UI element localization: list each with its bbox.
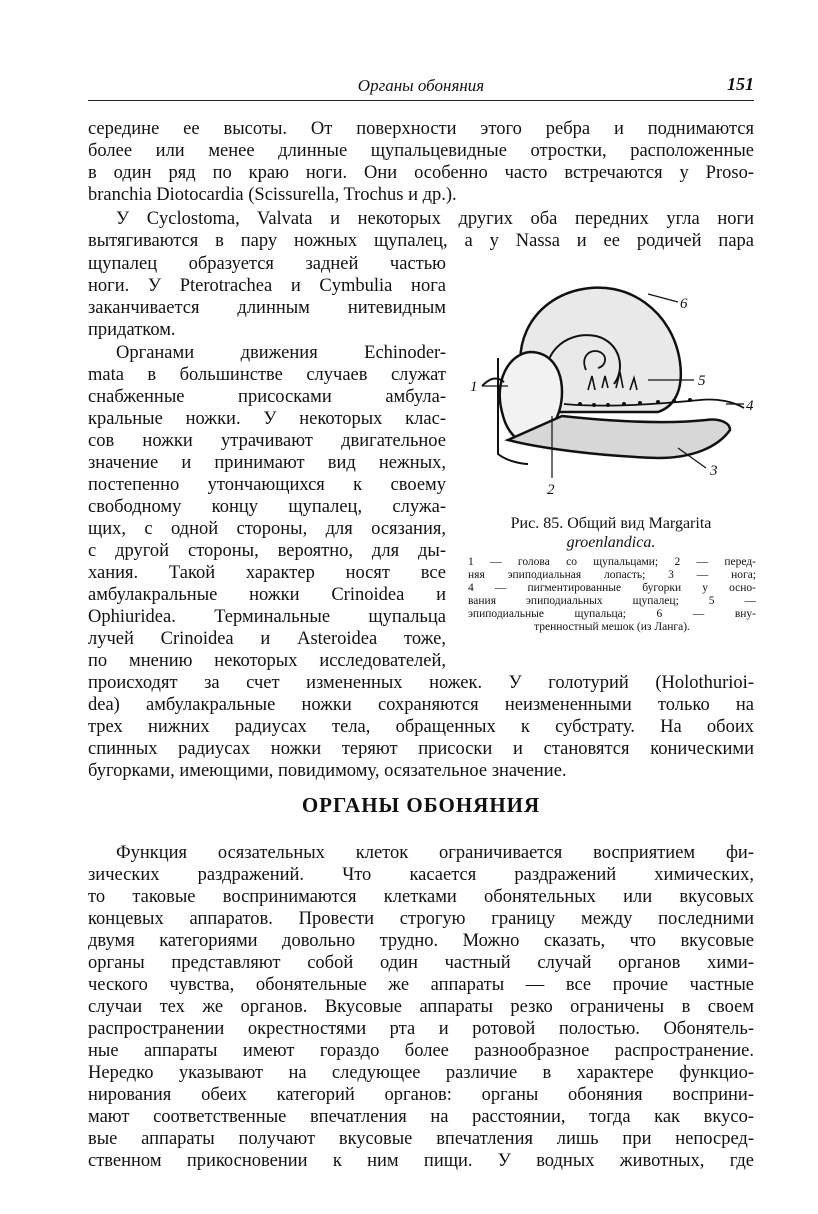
text-line: ственном прикосновении к ним пищи. У водных животных, где [88,1151,754,1171]
figure-caption-title: Рис. 85. Общий вид Margarita [510,515,712,532]
figure-label-6: 6 [680,296,688,312]
text-line: то таковые воспринимаются клетками обонятельных или вкусовых [88,887,754,907]
text-line: концевых аппаратов. Провести строгую границу между последними [88,909,754,929]
figure-legend-line: вания эпиподиальных щупалец; 5 — [468,595,756,607]
text-line: распространении окрестностями рта и ротовой полостью. Обонятель- [88,1019,754,1039]
figure-label-5: 5 [698,373,706,389]
figure-label-2: 2 [547,482,555,498]
running-header [88,70,754,101]
column-line: снабженные присосками амбула- [88,387,446,407]
column-line: с другой стороны, вероятно, для ды- [88,541,446,561]
column-line: значение и принимают вид нежных, [88,453,446,473]
text-line: бугорками, имеющими, повидимому, осязательное значение. [88,761,567,781]
column-line: ноги. У Pterotrachea и Cymbulia нога [88,276,446,296]
figure-legend-line: 4 — пигментированные бугорки у осно- [468,582,756,594]
column-line: по мнению некоторых исследователей, [88,651,446,671]
section-heading: ОРГАНЫ ОБОНЯНИЯ [301,793,541,817]
figure-legend-line: тренностный мешок (из Ланга). [534,621,690,633]
text-line: мают соответственные впечатления на расстоянии, тогда как вкусо- [88,1107,754,1127]
column-line: лучей Crinoidea и Asteroidea тоже, [88,629,446,649]
figure-label-3: 3 [710,463,718,479]
text-line: Функция осязательных клеток ограничивается восприятием фи- [116,843,754,863]
text-line: У Cyclostoma, Valvata и некоторых других оба передних угла ноги [116,209,754,229]
figure-label-1: 1 [470,379,478,395]
figure-legend-line: эпиподиальные щупальца; 6 — вну- [468,608,756,620]
column-line: щих, с одной стороны, для осязания, [88,519,446,539]
page-number: 151 [727,74,754,94]
text-line: более или менее длинные щупальцевидные отростки, расположенные [88,141,754,161]
column-line: амбулакральные ножки Crinoidea и [88,585,446,605]
text-line: спинных радиусах ножки теряют присоски и становятся коническими [88,739,754,759]
text-line: ческого чувства, обонятельные же аппараты — все прочие частные [88,975,754,995]
column-line: кральные ножки. У некоторых клас- [88,409,446,429]
text-line: вые аппараты получают вкусовые впечатления лишь при непосред- [88,1129,754,1149]
column-line: mata в большинстве случаев служат [88,365,446,385]
text-line: в один ряд по краю ноги. Они особенно часто встречаются у Proso- [88,163,754,183]
figure-caption-species: groenlandica. [566,534,656,551]
column-line: сов ножки утрачивают двигательное [88,431,446,451]
text-line: середине ее высоты. От поверхности этого ребра и поднимаются [88,119,754,139]
text-line: случаи тех же органов. Вкусовые аппараты резко ограничены в своем [88,997,754,1017]
snail-illustration [468,272,756,508]
column-line: хания. Такой характер носят все [88,563,446,583]
column-line: заканчивается длинным нитевидным [88,298,446,318]
column-line: свободному концу щупалец, служа- [88,497,446,517]
column-line: щупалец образуется задней частью [88,254,446,274]
text-line: нирования обеих категорий органов: органы обоняния восприни- [88,1085,754,1105]
text-line: происходят за счет измененных ножек. У голотурий (Holothurioi- [88,673,754,693]
text-line: органы представляют собой один частный случай органов хими- [88,953,754,973]
column-line: придатком. [88,320,176,340]
text-line: ные аппараты имеют гораздо более разнообразное распространение. [88,1041,754,1061]
figure-legend-line: няя эпиподиальная лопасть; 3 — нога; [468,569,756,581]
figure-legend-line: 1 — голова со щупальцами; 2 — перед- [468,556,756,568]
running-title: Органы обоняния [357,76,485,95]
figure-label-4: 4 [746,398,754,414]
text-line: двумя категориями довольно трудно. Можно сказать, что вкусовые [88,931,754,951]
text-line: трех нижних радиусах тела, обращенных к субстрату. На обоих [88,717,754,737]
text-line: dea) амбулакральные ножки сохраняются неизмененными только на [88,695,754,715]
text-line: branchia Diotocardia (Scissurella, Trochus и др.). [88,185,457,205]
column-line: Органами движения Echinoder- [116,343,446,363]
text-line: Нередко указывают на следующее различие в характере функцио- [88,1063,754,1083]
text-line: зических раздражений. Что касается раздражений химических, [88,865,754,885]
column-line: Ophiuridea. Терминальные щупальца [88,607,446,627]
text-line: вытягиваются в пару ножных щупалец, а у Nassa и ее родичей пара [88,231,754,251]
column-line: постепенно утончающихся к своему [88,475,446,495]
